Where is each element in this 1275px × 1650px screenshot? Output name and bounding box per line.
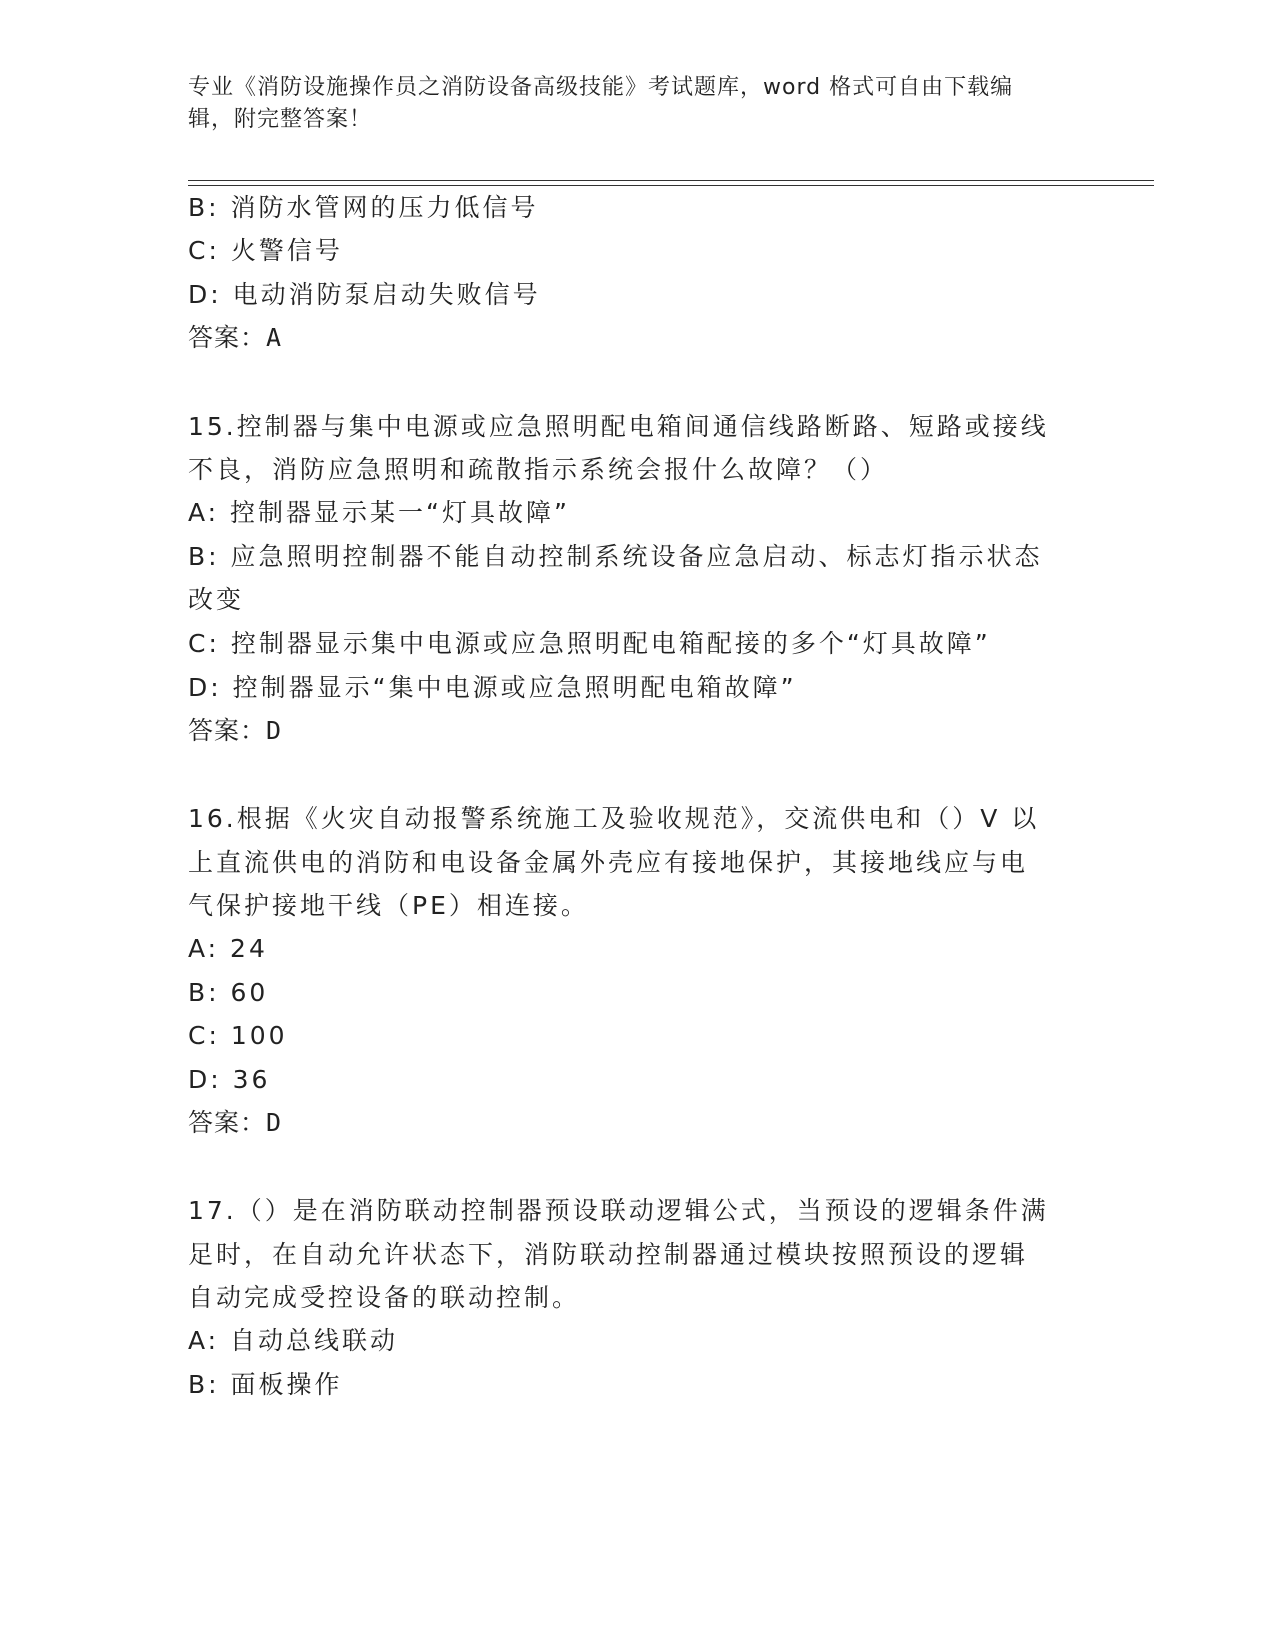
option-c: C: 控制器显示集中电源或应急照明配电箱配接的多个“灯具故障”: [188, 629, 991, 658]
question-16-line-1: 16.根据《火灾自动报警系统施工及验收规范》，交流供电和（）V 以: [188, 804, 1040, 833]
answer-label: 答案：: [188, 1108, 267, 1137]
answer-label: 答案：: [188, 323, 267, 352]
option-d: D: 电动消防泵启动失败信号: [188, 280, 541, 309]
answer-value: A: [266, 323, 283, 352]
question-17-line-1: 17.（）是在消防联动控制器预设联动逻辑公式，当预设的逻辑条件满: [188, 1196, 1049, 1225]
option-d: D: 36: [188, 1065, 271, 1094]
question-17-line-2: 足时，在自动允许状态下，消防联动控制器通过模块按照预设的逻辑: [188, 1240, 1029, 1269]
question-16-line-2: 上直流供电的消防和电设备金属外壳应有接地保护，其接地线应与电: [188, 848, 1029, 877]
option-b-continued: 改变: [188, 585, 245, 614]
header-divider-top: [188, 180, 1154, 181]
answer-value: D: [266, 1108, 283, 1137]
header-divider-bottom: [188, 185, 1154, 186]
option-b: B: 60: [188, 978, 269, 1007]
option-c: C: 火警信号: [188, 236, 343, 265]
option-b: B: 面板操作: [188, 1370, 343, 1399]
answer-value: D: [266, 716, 283, 745]
option-c: C: 100: [188, 1021, 288, 1050]
answer-line: [188, 716, 282, 746]
answer-line: [188, 1108, 282, 1138]
question-16-line-3: 气保护接地干线（PE）相连接。: [188, 891, 589, 920]
header-line-1: 专业《消防设施操作员之消防设备高级技能》考试题库，word 格式可自由下载编: [188, 75, 1014, 100]
option-a: A: 控制器显示某一“灯具故障”: [188, 498, 570, 527]
option-a: A: 24: [188, 934, 268, 963]
answer-line: [188, 323, 282, 353]
option-b: B: 消防水管网的压力低信号: [188, 193, 539, 222]
header-line-2: 辑，附完整答案！: [188, 107, 373, 132]
question-15-line-1: 15.控制器与集中电源或应急照明配电箱间通信线路断路、短路或接线: [188, 412, 1049, 441]
question-15-line-2: 不良，消防应急照明和疏散指示系统会报什么故障？（）: [188, 455, 889, 484]
option-d: D: 控制器显示“集中电源或应急照明配电箱故障”: [188, 673, 797, 702]
question-17-line-3: 自动完成受控设备的联动控制。: [188, 1283, 581, 1312]
option-a: A: 自动总线联动: [188, 1326, 399, 1355]
answer-label: 答案：: [188, 716, 267, 745]
option-b: B: 应急照明控制器不能自动控制系统设备应急启动、标志灯指示状态: [188, 542, 1043, 571]
page-header: [188, 72, 1068, 136]
